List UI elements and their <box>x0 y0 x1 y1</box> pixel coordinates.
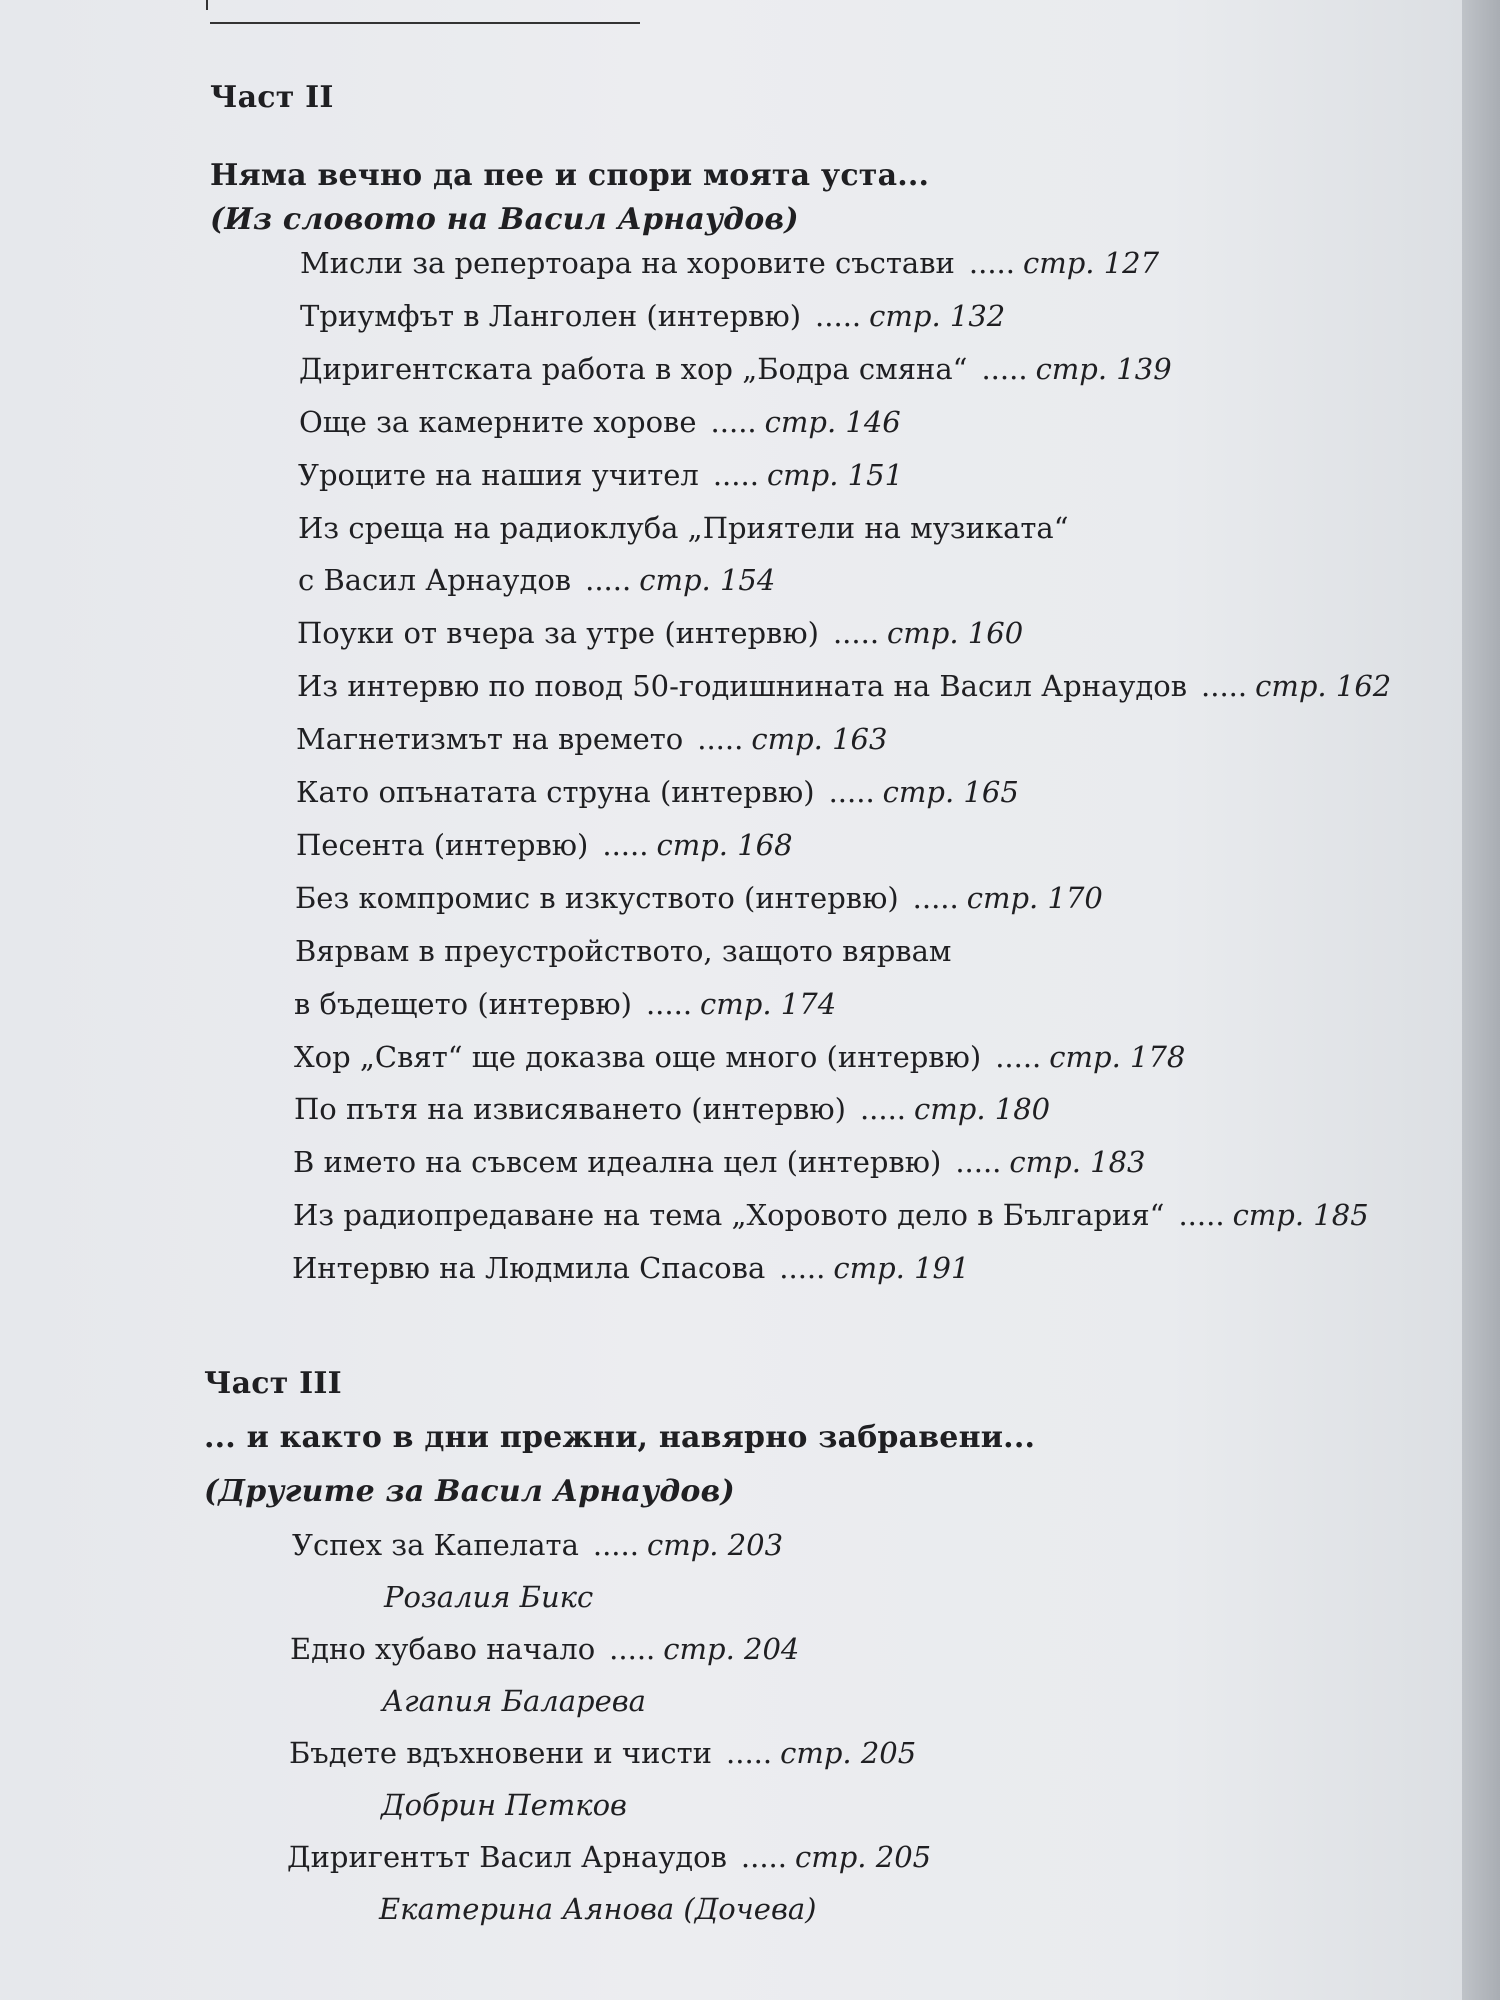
toc-entry-page: стр. 165 <box>882 775 1019 809</box>
toc-entry-title: В името на съвсем идеална цел (интервю) <box>293 1145 942 1179</box>
toc-entry <box>295 881 1103 915</box>
toc-entry-page: стр. 168 <box>656 828 793 862</box>
toc-entry-title: Диригентската работа в хор „Бодра смяна“ <box>299 352 968 386</box>
toc-entry-leader: ..... <box>815 299 862 333</box>
part3-title: ... и както в дни прежни, навярно забравени... <box>204 1420 1036 1455</box>
toc-entry-page: стр. 174 <box>700 987 837 1021</box>
toc-entry-title: Песента (интервю) <box>296 828 589 862</box>
toc-entry <box>300 299 1005 333</box>
header-rule <box>210 22 640 24</box>
toc-entry-page: стр. 151 <box>766 458 904 492</box>
toc-entry-leader: ..... <box>968 246 1015 280</box>
toc-entry <box>293 1145 1146 1179</box>
toc-entry-page: стр. 185 <box>1232 1198 1369 1232</box>
toc-entry <box>296 828 793 862</box>
toc-entry-title: Уроците на нашия учител <box>298 458 699 492</box>
toc-entry-leader: ..... <box>726 1736 773 1770</box>
toc-entry <box>287 1840 931 1874</box>
toc-entry <box>289 1736 916 1770</box>
toc-entry-leader: ..... <box>779 1251 826 1285</box>
toc-entry-title: Из среща на радиоклуба „Приятели на музиката“ <box>298 511 1069 545</box>
toc-entry <box>299 352 1172 386</box>
toc-entry-title: Като опънатата струна (интервю) <box>296 775 815 809</box>
toc-entry-page: стр. 154 <box>639 563 776 597</box>
toc-entry <box>293 1198 1369 1232</box>
toc-entry-page: стр. 205 <box>795 1840 932 1874</box>
toc-entry-leader: ..... <box>1201 669 1248 703</box>
toc-entry-title: Едно хубаво начало <box>290 1632 596 1666</box>
toc-entry-leader: ..... <box>832 616 880 650</box>
toc-entry-page: стр. 203 <box>646 1528 784 1562</box>
toc-entry-page: стр. 205 <box>780 1736 917 1770</box>
part2-label: Част II <box>210 80 334 115</box>
toc-entry-page: стр. 204 <box>663 1632 800 1666</box>
toc-entry-title: Из радиопредаване на тема „Хоровото дело в България“ <box>293 1198 1165 1232</box>
toc-entry <box>294 1040 1185 1074</box>
toc-entry <box>292 1528 783 1562</box>
toc-entry-title: Триумфът в Ланголен (интервю) <box>300 299 802 333</box>
toc-entry-page: стр. 163 <box>751 722 888 756</box>
toc-entry-page: стр. 132 <box>869 299 1006 333</box>
toc-entry-leader: ..... <box>602 828 649 862</box>
toc-entry-title: Хор „Свят“ ще доказва още много (интервю) <box>294 1040 982 1074</box>
toc-entry-author: Агапия Баларева <box>382 1684 646 1718</box>
toc-entry-leader: ..... <box>955 1145 1002 1179</box>
toc-entry-leader: ..... <box>828 775 875 809</box>
toc-entry-leader: ..... <box>859 1092 907 1126</box>
toc-entry-page: стр. 170 <box>966 881 1103 915</box>
toc-entry-leader: ..... <box>912 881 959 915</box>
toc-entry-page: стр. 139 <box>1035 352 1172 386</box>
toc-entry-title: Интервю на Людмила Спасова <box>292 1251 766 1285</box>
toc-entry-title: Поуки от вчера за утре (интервю) <box>297 616 819 650</box>
toc-entry-page: стр. 160 <box>887 616 1024 650</box>
toc-entry <box>299 405 901 439</box>
toc-entry <box>296 722 887 756</box>
toc-entry-page: стр. 191 <box>833 1251 970 1285</box>
toc-entry <box>297 669 1391 703</box>
toc-entry <box>298 458 903 492</box>
toc-entry-leader: ..... <box>995 1040 1042 1074</box>
part3-subtitle: (Другите за Васил Арнаудов) <box>204 1474 735 1509</box>
toc-entry-title: в бъдещето (интервю) <box>294 987 632 1021</box>
toc-entry <box>298 511 1069 545</box>
toc-entry-title: Още за камерните хорове <box>299 405 697 439</box>
toc-entry <box>296 775 1019 809</box>
toc-entry <box>300 246 1159 280</box>
toc-entry <box>294 1092 1050 1126</box>
toc-entry-title: По пътя на извисяването (интервю) <box>294 1092 846 1126</box>
toc-entry-leader: ..... <box>645 987 693 1021</box>
toc-entry-leader: ..... <box>585 563 632 597</box>
toc-entry-leader: ..... <box>697 722 744 756</box>
part2-title: Няма вечно да пее и спори моята уста... <box>210 158 930 193</box>
toc-entry-page: стр. 180 <box>914 1092 1051 1126</box>
toc-entry-page: стр. 127 <box>1022 246 1160 280</box>
toc-entry-author: Розалия Бикс <box>384 1580 594 1614</box>
toc-entry-leader: ..... <box>981 352 1028 386</box>
toc-entry-page: стр. 146 <box>764 405 901 439</box>
toc-entry-leader: ..... <box>712 458 759 492</box>
page-number-mark <box>206 0 218 10</box>
toc-entry <box>298 563 775 597</box>
toc-entry-leader: ..... <box>1178 1198 1225 1232</box>
toc-entry-title: Успех за Капелата <box>292 1528 579 1562</box>
toc-entry <box>294 987 836 1021</box>
toc-entry-title: Вярвам в преустройството, защото вярвам <box>295 934 952 968</box>
toc-entry <box>295 934 951 968</box>
toc-entry-author: Добрин Петков <box>381 1788 627 1822</box>
toc-entry-leader: ..... <box>710 405 757 439</box>
toc-entry <box>290 1632 799 1666</box>
toc-entry-leader: ..... <box>740 1840 787 1874</box>
toc-entry-title: Бъдете вдъхновени и чисти <box>289 1736 713 1770</box>
toc-entry-author: Екатерина Аянова (Дочева) <box>379 1892 817 1926</box>
toc-entry-leader: ..... <box>592 1528 639 1562</box>
part3-label: Част III <box>204 1366 342 1401</box>
toc-entry <box>297 616 1023 650</box>
toc-entry-page: стр. 162 <box>1255 669 1392 703</box>
toc-entry-title: Из интервю по повод 50-годишнината на Васил Арнаудов <box>297 669 1188 703</box>
toc-entry-title: с Васил Арнаудов <box>298 563 572 597</box>
toc-entry-title: Без компромис в изкуството (интервю) <box>295 881 899 915</box>
page-edge <box>1462 0 1500 2000</box>
toc-entry-title: Мисли за репертоара на хоровите състави <box>300 246 955 280</box>
toc-entry-page: стр. 178 <box>1049 1040 1186 1074</box>
toc-entry-leader: ..... <box>609 1632 656 1666</box>
toc-entry <box>292 1251 969 1285</box>
toc-entry-page: стр. 183 <box>1009 1145 1146 1179</box>
toc-entry-title: Диригентът Васил Арнаудов <box>287 1840 727 1874</box>
toc-entry-title: Магнетизмът на времето <box>296 722 684 756</box>
part2-subtitle: (Из словото на Васил Арнаудов) <box>210 202 799 237</box>
